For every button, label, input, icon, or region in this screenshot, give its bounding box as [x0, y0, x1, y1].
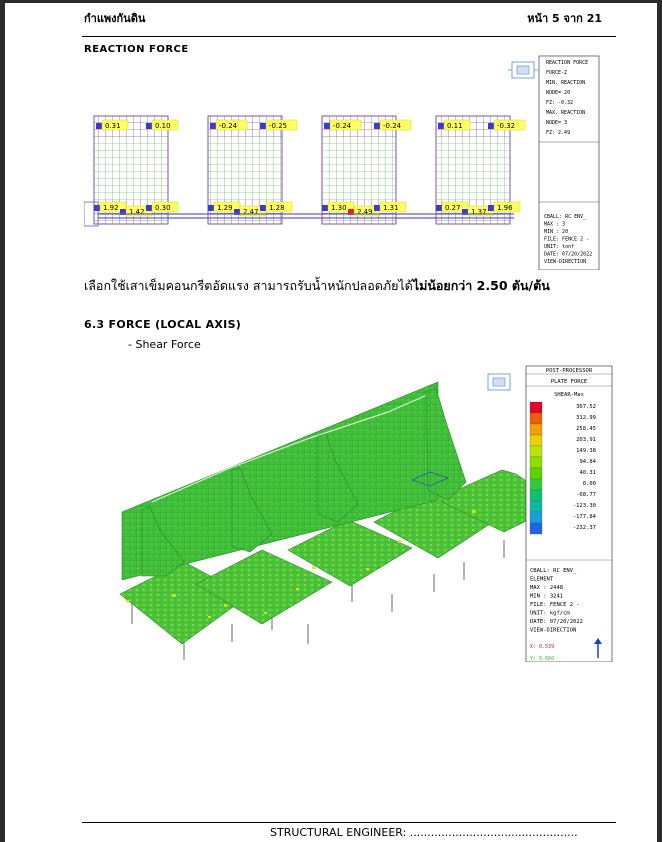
reaction-value: 1.28: [269, 204, 285, 212]
reaction-value: 1.92: [103, 204, 119, 212]
reaction-value: 0.27: [445, 204, 461, 212]
shear-force-subtitle: - Shear Force: [128, 338, 201, 351]
note-text: เลือกใช้เสาเข็มคอนกรีตอัดแรง สามารถรับน้ำหนักปลอดภัยได้: [84, 278, 413, 293]
reaction-legend-info: DATE: 07/20/2022: [544, 251, 593, 258]
reaction-legend-info: MAX : 3: [544, 221, 566, 228]
reaction-panel: [208, 116, 297, 224]
header-divider: [82, 36, 616, 37]
shear-legend-info: DATE: 07/20/2022: [530, 619, 583, 625]
legend-value: -232.37: [572, 525, 596, 531]
reaction-legend-line: FORCE-Z: [546, 70, 568, 76]
page-label: หน้า: [527, 12, 549, 25]
reaction-value: 0.31: [105, 122, 121, 130]
legend-color-swatch: [530, 523, 542, 534]
reaction-legend: [539, 56, 599, 270]
legend-color-swatch: [530, 413, 542, 424]
reaction-value: -0.24: [333, 122, 352, 130]
reaction-panel: [436, 116, 525, 224]
legend-color-swatch: [530, 490, 542, 501]
reaction-value: 1.37: [471, 208, 487, 216]
reaction-legend-info: UNIT: tonf: [544, 244, 575, 250]
view-y: Y: 0.660: [530, 656, 555, 662]
reaction-legend-info: FILE: FENCE 2 -: [544, 236, 590, 243]
legend-component: SHEAR-Max: [554, 392, 584, 398]
reaction-legend-info: CBALL: RC ENV_: [544, 214, 587, 220]
shear-legend-info: CBALL: RC ENV_: [530, 568, 577, 574]
reaction-value: -0.24: [383, 122, 402, 130]
reaction-value: 0.30: [155, 204, 171, 212]
page-total: 21: [586, 12, 602, 25]
legend-value: 258.45: [576, 426, 596, 432]
footer-divider: [82, 822, 616, 823]
page-number: [527, 9, 602, 27]
document-title: กำแพงกันดิน: [84, 12, 146, 25]
legend-color-swatch: [530, 435, 542, 446]
shear-force-figure: [112, 362, 614, 662]
reaction-value: 1.30: [331, 204, 347, 212]
force-local-axis-heading: 6.3 FORCE (LOCAL AXIS): [84, 318, 242, 331]
footer-label: STRUCTURAL ENGINEER:: [270, 826, 407, 839]
legend-value: -177.84: [572, 514, 596, 520]
page-frame-left: [0, 0, 5, 842]
reaction-value: 0.10: [155, 122, 171, 130]
legend-value: 367.52: [576, 404, 596, 410]
page-frame-right: [657, 0, 662, 842]
shear-legend: [526, 366, 612, 662]
legend-color-swatch: [530, 512, 542, 523]
legend-color-swatch: [530, 424, 542, 435]
shear-legend-info: UNIT: kgf/cm: [530, 610, 570, 617]
legend-value: -123.30: [572, 503, 596, 509]
reaction-legend-line: MAX. REACTION: [546, 110, 586, 116]
legend-color-swatch: [530, 457, 542, 468]
view-cube-icon-2: [488, 374, 510, 390]
legend-value: 40.31: [579, 470, 596, 476]
reaction-legend-line: REACTION FORCE: [546, 60, 589, 66]
legend-value: 149.38: [576, 448, 596, 454]
reaction-value: 2.47: [243, 208, 259, 216]
reaction-legend-info: VIEW-DIRECTION: [544, 259, 587, 265]
legend-value: 203.91: [576, 437, 596, 443]
page-current: 5: [552, 12, 560, 25]
shear-legend-info: MAX : 2448: [530, 585, 564, 591]
shear-legend-info: MIN : 3241: [530, 593, 564, 600]
shear-legend-info: FILE: FENCE 2 -: [530, 602, 580, 608]
page-frame-top: [0, 0, 662, 3]
shear-legend-info: ELEMENT: [530, 576, 554, 583]
legend-value: 0.00: [582, 481, 596, 487]
legend-value: 94.84: [579, 459, 596, 465]
reaction-legend-line: FZ: 2.49: [546, 130, 571, 136]
reaction-value: -0.32: [497, 122, 516, 130]
reaction-legend-line: FZ: -0.32: [546, 100, 574, 106]
reaction-force-figure: [84, 52, 614, 270]
reaction-value: -0.24: [219, 122, 238, 130]
reaction-value: 1.42: [129, 208, 145, 216]
reaction-panel: [94, 116, 178, 224]
structural-engineer-signature: [270, 826, 578, 839]
reaction-legend-line: MIN. REACTION: [546, 80, 586, 86]
reaction-value: 1.31: [383, 204, 399, 212]
legend-color-swatch: [530, 501, 542, 512]
legend-color-swatch: [530, 446, 542, 457]
legend-color-swatch: [530, 402, 542, 413]
pile-selection-note: [84, 276, 550, 296]
legend-color-swatch: [530, 468, 542, 479]
view-x: X: 0.539: [530, 644, 555, 650]
reaction-legend-line: NODE= 20: [546, 90, 571, 96]
page-of-label: จาก: [563, 12, 583, 25]
view-cube-icon: [508, 62, 538, 78]
reaction-panel: [322, 116, 411, 224]
legend-color-swatch: [530, 479, 542, 490]
legend-subtitle: PLATE FORCE: [550, 379, 588, 385]
reaction-value: 1.29: [217, 204, 233, 212]
note-bold-text: ไม่น้อยกว่า 2.50 ตัน/ต้น: [412, 278, 550, 293]
reaction-legend-info: MIN : 20: [544, 229, 569, 235]
reaction-value: 0.11: [447, 122, 463, 130]
legend-value: 312.99: [576, 415, 596, 421]
reaction-force-heading: REACTION FORCE: [84, 44, 189, 55]
shear-legend-info: VIEW-DIRECTION: [530, 627, 577, 634]
footer-signature-line: ................................................: [409, 826, 578, 839]
reaction-value: 2.49: [357, 208, 373, 216]
reaction-value: 1.96: [497, 204, 513, 212]
legend-title: POST-PROCESSOR: [545, 368, 593, 374]
buttress-4: [426, 388, 466, 500]
reaction-value: -0.25: [269, 122, 288, 130]
reaction-legend-line: NODE= 3: [546, 120, 568, 126]
legend-value: -68.77: [576, 492, 596, 498]
